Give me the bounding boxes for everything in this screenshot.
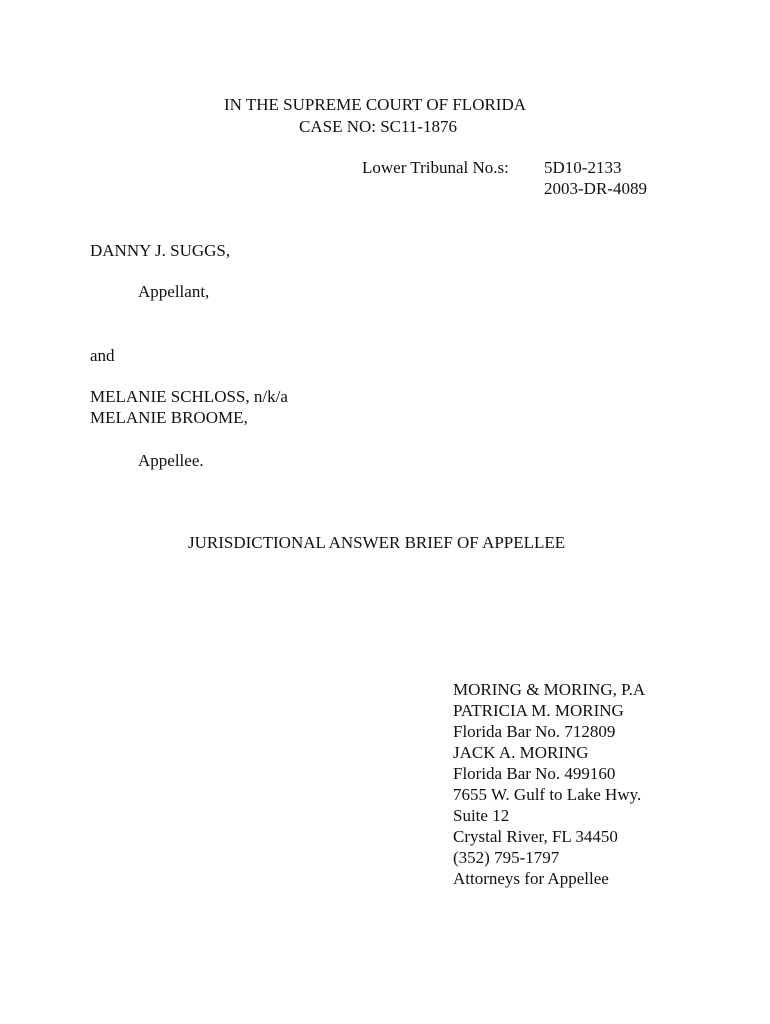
party-conjunction: and: [90, 346, 115, 365]
suite: Suite 12: [453, 806, 510, 825]
lower-tribunal-number-2: 2003-DR-4089: [544, 179, 647, 198]
court-heading: IN THE SUPREME COURT OF FLORIDA: [224, 95, 527, 114]
bar-number-1: Florida Bar No. 712809: [453, 722, 616, 741]
document-title: JURISDICTIONAL ANSWER BRIEF OF APPELLEE: [188, 533, 566, 552]
attorney-name-2: JACK A. MORING: [453, 743, 589, 762]
case-number: CASE NO: SC11-1876: [299, 117, 458, 136]
appellee-name-line-2: MELANIE BROOME,: [90, 408, 248, 427]
attorney-name-1: PATRICIA M. MORING: [453, 701, 624, 720]
appellee-role: Appellee.: [138, 451, 204, 470]
appellant-name: DANNY J. SUGGS,: [90, 241, 231, 260]
phone-number: (352) 795-1797: [453, 848, 560, 867]
attorneys-for-label: Attorneys for Appellee: [453, 869, 609, 888]
city-state-zip: Crystal River, FL 34450: [453, 827, 618, 846]
firm-name: MORING & MORING, P.A: [453, 680, 646, 699]
lower-tribunal-number-1: 5D10-2133: [544, 158, 622, 177]
appellant-role: Appellant,: [138, 282, 210, 301]
bar-number-2: Florida Bar No. 499160: [453, 764, 616, 783]
lower-tribunal-label: Lower Tribunal No.s:: [362, 158, 509, 177]
appellee-name-line-1: MELANIE SCHLOSS, n/k/a: [90, 387, 288, 406]
street-address: 7655 W. Gulf to Lake Hwy.: [453, 785, 642, 804]
